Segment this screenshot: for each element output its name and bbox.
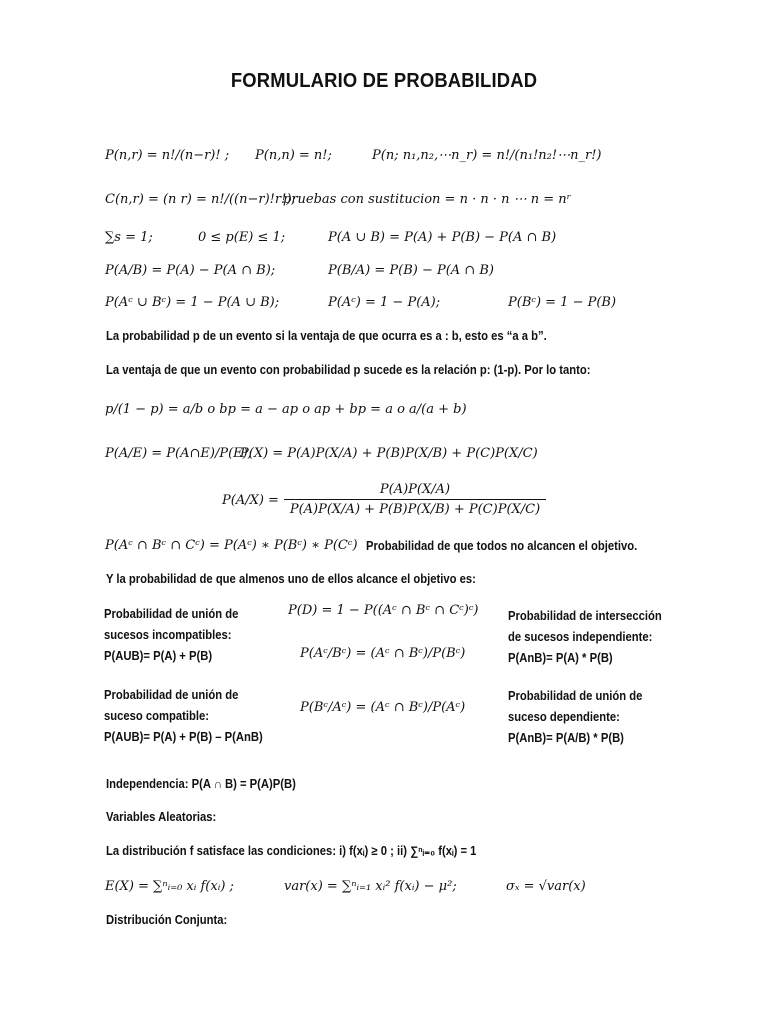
- formula-ac-given-bc: P(Aᶜ/Bᶜ) = (Aᶜ ∩ Bᶜ)/P(Bᶜ): [300, 646, 466, 661]
- left-block-compatible: [104, 685, 263, 748]
- formula-union: P(A ∪ B) = P(A) + P(B) − P(A ∩ B): [328, 230, 557, 245]
- formula-combination: C(n,r) = (n r) = n!/((n−r)!r!);: [105, 192, 296, 207]
- right-block-intersection: [508, 606, 662, 669]
- left-block-1-line-3: P(AUB)= P(A) + P(B): [104, 649, 213, 663]
- text-ventaja-2: La ventaja de que un evento con probabilidad p sucede es la relación p: (1-p). Por lo tanto:: [106, 363, 591, 377]
- formula-bayes-numerator: P(A)P(X/A): [284, 482, 546, 500]
- formula-none: P(Aᶜ ∩ Bᶜ ∩ Cᶜ) = P(Aᶜ) ∗ P(Bᶜ) ∗ P(Cᶜ): [105, 538, 358, 553]
- formula-bayes-fraction: [284, 482, 546, 517]
- left-block-1-line-1: Probabilidad de unión de: [104, 607, 239, 621]
- left-block-1-line-2: sucesos incompatibles:: [104, 628, 232, 642]
- formula-b-given-a: P(B/A) = P(B) − P(A ∩ B): [328, 263, 494, 278]
- formula-variance: var(x) = ∑ⁿᵢ₌₁ xᵢ² f(xᵢ) − μ²;: [284, 879, 457, 894]
- right-block-1-line-3: P(AnB)= P(A) * P(B): [508, 651, 613, 665]
- text-none: Probabilidad de que todos no alcancen el objetivo.: [366, 539, 638, 553]
- page-title: FORMULARIO DE PROBABILIDAD: [230, 70, 538, 92]
- formula-permutation-nn: P(n,n) = n!;: [255, 148, 332, 163]
- formula-total-probability: P(X) = P(A)P(X/A) + P(B)P(X/B) + P(C)P(X/C): [240, 446, 538, 461]
- right-block-2-line-3: P(AnB)= P(A/B) * P(B): [508, 731, 624, 745]
- right-block-2-line-1: Probabilidad de unión de: [508, 689, 643, 703]
- formula-multinomial: P(n; n₁,n₂,⋯n_r) = n!/(n₁!n₂!⋯n_r!): [372, 148, 602, 163]
- left-block-2-line-1: Probabilidad de unión de: [104, 688, 239, 702]
- formula-complement-union: P(Aᶜ ∪ Bᶜ) = 1 − P(A ∪ B);: [105, 295, 280, 310]
- formula-bayes-lhs: P(A/X) =: [222, 493, 279, 508]
- formula-bayes-denominator: P(A)P(X/A) + P(B)P(X/B) + P(C)P(X/C): [289, 502, 541, 517]
- formula-sum: ∑s = 1;: [105, 230, 153, 245]
- formula-a-given-b: P(A/B) = P(A) − P(A ∩ B);: [105, 263, 276, 278]
- formula-complement-b: P(Bᶜ) = 1 − P(B): [508, 295, 617, 310]
- formula-conditional: P(A/E) = P(A∩E)/P(E);: [105, 446, 253, 461]
- formula-sigma: σₓ = √var(x): [506, 879, 586, 894]
- formula-permutation: P(n,r) = n!/(n−r)! ;: [105, 148, 230, 163]
- text-ventaja-1: La probabilidad p de un evento si la ventaja de que ocurra es a : b, esto es “a a b”.: [106, 329, 547, 343]
- right-block-2-line-2: suceso dependiente:: [508, 710, 620, 724]
- left-block-2-line-3: P(AUB)= P(A) + P(B) – P(AnB): [104, 730, 263, 744]
- formula-complement-a: P(Aᶜ) = 1 − P(A);: [328, 295, 441, 310]
- formula-odds: p/(1 − p) = a/b o bp = a − ap o ap + bp = a o a/(a + b): [105, 402, 467, 417]
- text-at-least-one: Y la probabilidad de que almenos uno de ellos alcance el objetivo es:: [106, 572, 476, 586]
- right-block-1-line-2: de sucesos independiente:: [508, 630, 653, 644]
- formula-bounds: 0 ≤ p(E) ≤ 1;: [198, 230, 286, 245]
- text-independencia: Independencia: P(A ∩ B) = P(A)P(B): [106, 777, 296, 791]
- heading-variables: Variables Aleatorias:: [106, 810, 217, 824]
- formula-expectation: E(X) = ∑ⁿᵢ₌₀ xᵢ f(xᵢ) ;: [105, 879, 234, 894]
- right-block-dependent: [508, 686, 642, 749]
- left-block-incompatible: [104, 604, 238, 667]
- text-distribucion: La distribución f satisface las condiciones: i) f(xᵢ) ≥ 0 ; ii) ∑ⁿᵢ₌₀ f(xᵢ) = 1: [106, 844, 477, 858]
- formula-with-replacement: pruebas con sustitucion = n · n · n ⋯ n = nʳ: [283, 192, 572, 207]
- formula-pd: P(D) = 1 − P((Aᶜ ∩ Bᶜ ∩ Cᶜ)ᶜ): [288, 603, 479, 618]
- heading-conjunta: Distribución Conjunta:: [106, 913, 228, 927]
- left-block-2-line-2: suceso compatible:: [104, 709, 210, 723]
- right-block-1-line-1: Probabilidad de intersección: [508, 609, 662, 623]
- formula-bc-given-ac: P(Bᶜ/Aᶜ) = (Aᶜ ∩ Bᶜ)/P(Aᶜ): [300, 700, 466, 715]
